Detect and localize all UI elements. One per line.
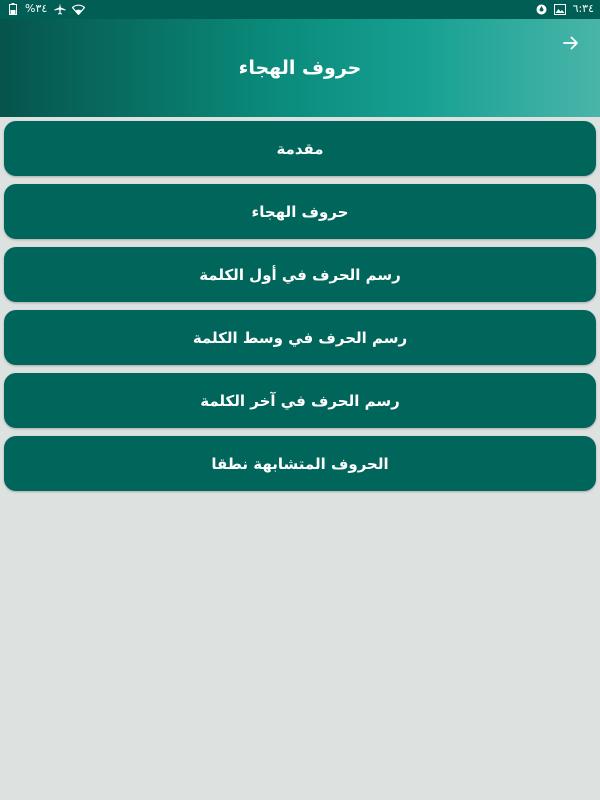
drop-icon	[535, 3, 548, 16]
menu-button-letter-final[interactable]: رسم الحرف في آخر الكلمة	[4, 373, 596, 428]
wifi-icon	[72, 3, 85, 16]
image-icon	[554, 3, 567, 16]
arrow-right-icon	[563, 35, 579, 54]
status-left	[6, 2, 85, 16]
menu-button-introduction[interactable]: مقدمة	[4, 121, 596, 176]
menu-button-similar-sounding[interactable]: الحروف المتشابهة نطقا	[4, 436, 596, 491]
battery-percent: %٣٤	[25, 2, 48, 15]
back-button[interactable]	[560, 33, 582, 55]
menu-button-letter-medial[interactable]: رسم الحرف في وسط الكلمة	[4, 310, 596, 365]
airplane-icon	[53, 3, 66, 16]
menu-button-alphabet[interactable]: حروف الهجاء	[4, 184, 596, 239]
battery-icon	[6, 3, 19, 16]
page-title: حروف الهجاء	[238, 57, 362, 79]
status-time: ٦:٣٤	[572, 2, 594, 15]
app-bar	[0, 19, 600, 117]
menu-button-letter-initial[interactable]: رسم الحرف في أول الكلمة	[4, 247, 596, 302]
status-bar	[0, 0, 600, 19]
menu-list	[4, 121, 596, 491]
status-right	[535, 2, 594, 16]
